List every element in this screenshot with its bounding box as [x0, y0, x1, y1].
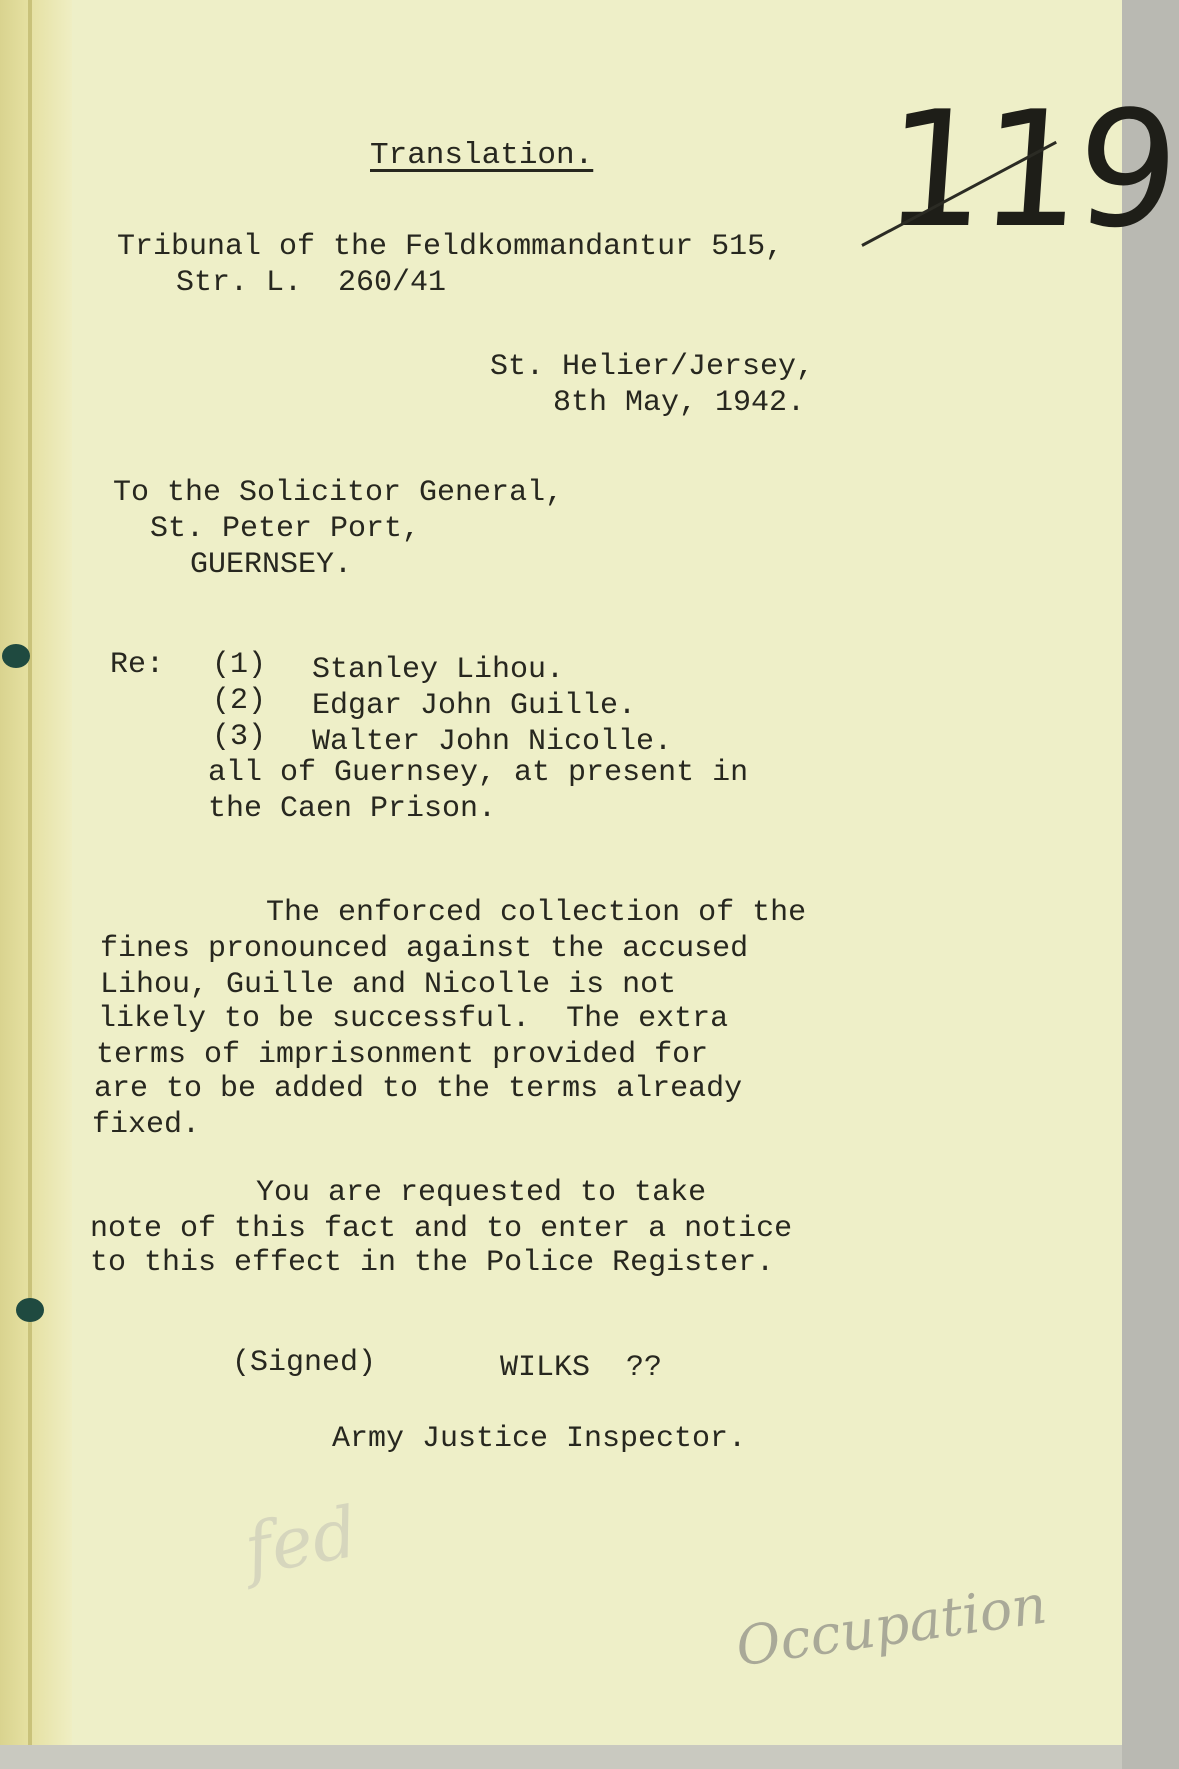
addressee-line: To the Solicitor General, — [113, 476, 564, 510]
body-line: Lihou, Guille and Nicolle is not — [100, 968, 677, 1002]
signatory-title: Army Justice Inspector. — [332, 1422, 747, 1456]
re-item-name: Walter John Nicolle. — [312, 725, 673, 759]
re-item-number: (2) — [212, 684, 267, 718]
page-bottom-edge — [0, 1745, 1122, 1769]
re-item-name: Stanley Lihou. — [312, 653, 565, 687]
body-line: terms of imprisonment provided for — [96, 1038, 709, 1072]
re-item-name: Edgar John Guille. — [312, 689, 637, 723]
pencil-annotation: Occupation — [732, 1572, 1051, 1679]
addressee-line: GUERNSEY. — [190, 548, 353, 582]
faint-pencil-initials: fed — [238, 1490, 364, 1592]
signatory-name: WILKS ?? — [500, 1351, 663, 1385]
body-line: fixed. — [92, 1108, 201, 1142]
body-line: to this effect in the Police Register. — [90, 1246, 775, 1280]
body-line: likely to be successful. The extra — [98, 1002, 729, 1036]
tribunal-line: Tribunal of the Feldkommandantur 515, — [117, 230, 784, 264]
binding-edge — [28, 0, 32, 1769]
page-binding — [0, 0, 72, 1769]
body-line: fines pronounced against the accused — [100, 932, 749, 966]
re-item-number: (3) — [212, 720, 267, 754]
place: St. Helier/Jersey, — [490, 350, 815, 384]
reference-number: Str. L. 260/41 — [176, 266, 447, 300]
re-note: the Caen Prison. — [208, 792, 497, 826]
date: 8th May, 1942. — [553, 386, 806, 420]
folio-number: 119 — [878, 76, 1179, 263]
re-label: Re: — [110, 648, 165, 682]
signed-label: (Signed) — [232, 1346, 377, 1380]
binding-stitch — [2, 644, 30, 668]
body-line: are to be added to the terms already — [94, 1072, 743, 1106]
body-line: The enforced collection of the — [266, 896, 807, 930]
addressee-line: St. Peter Port, — [150, 512, 421, 546]
re-item-number: (1) — [212, 648, 267, 682]
document-title: Translation. — [370, 138, 594, 173]
body-line: note of this fact and to enter a notice — [90, 1212, 793, 1246]
re-note: all of Guernsey, at present in — [208, 756, 749, 790]
binding-stitch — [16, 1298, 44, 1322]
body-line: You are requested to take — [256, 1176, 707, 1210]
